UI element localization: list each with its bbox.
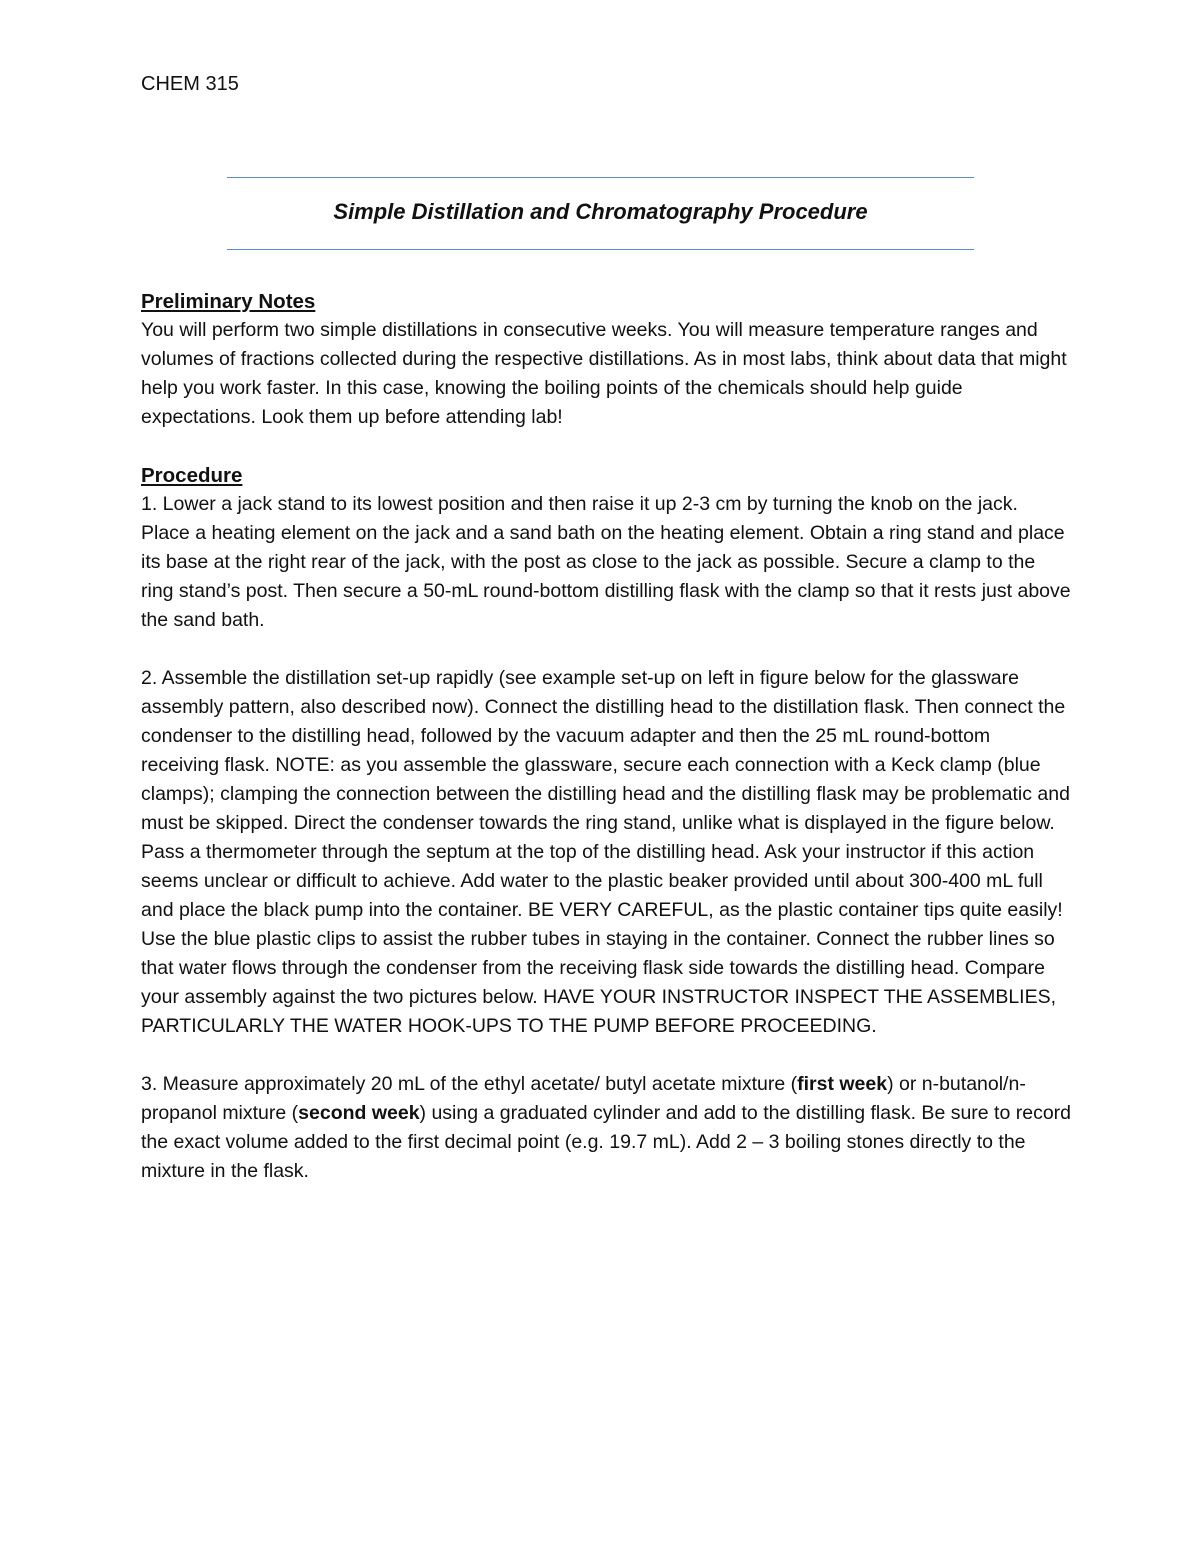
- second-week-emphasis: second week: [298, 1102, 420, 1124]
- document-title: Simple Distillation and Chromatography Procedure: [333, 199, 868, 224]
- procedure-step-1: 1. Lower a jack stand to its lowest position and then raise it up 2-3 cm by turning the knob on the jack. Place a heating element on the jack and a sand bath on the heating element. Obtain a ring stand and place its base at the right rear of the jack, with the post as close to the jack as possible. Secure a clamp to the ring stand’s post. Then secure a 50-mL round-bottom distilling flask with the clamp so that it rests just above the sand bath.: [141, 493, 1071, 631]
- preliminary-notes-text: You will perform two simple distillations in consecutive weeks. You will measure temperature ranges and volumes of fractions collected during the respective distillations. As in most labs, think about data that might help you work faster. In this case, knowing the boiling points of the chemicals should help guide expectations. Look them up before attending lab!: [141, 319, 1067, 428]
- step-3-text-part: 3. Measure approximately 20 mL of the ethyl acetate/ butyl acetate mixture (: [141, 1073, 798, 1095]
- course-header: CHEM 315: [141, 73, 239, 95]
- preliminary-notes-heading: Preliminary Notes: [141, 290, 316, 313]
- procedure-heading: Procedure: [141, 464, 243, 487]
- document-body: [141, 287, 1071, 1186]
- procedure-step-2: 2. Assemble the distillation set-up rapidly (see example set-up on left in figure below for the glassware assembly pattern, also described now). Connect the distilling head to the distillation flask. Then connect the condenser to the distilling head, followed by the vacuum adapter and then the 25 mL round-bottom receiving flask. NOTE: as you assemble the glassware, secure each connection with a Keck clamp (blue clamps); clamping the connection between the distilling head and the distilling flask may be problematic and must be skipped. Direct the condenser towards the ring stand, unlike what is displayed in the figure below. Pass a thermometer through the septum at the top of the distilling head. Ask your instructor if this action seems unclear or difficult to achieve. Add water to the plastic beaker provided until about 300-400 mL full and place the black pump into the container. BE VERY CAREFUL, as the plastic container tips quite easily! Use the blue plastic clips to assist the rubber tubes in staying in the container. Connect the rubber lines so that water flows through the condenser from the receiving flask side towards the distilling head. Compare your assembly against the two pictures below. HAVE YOUR INSTRUCTOR INSPECT THE ASSEMBLIES, PARTICULARLY THE WATER HOOK-UPS TO THE PUMP BEFORE PROCEEDING.: [141, 667, 1070, 1037]
- title-top-rule: [227, 177, 974, 178]
- step-3-text-part: ) using a graduated cylinder and add to the distilling flask. Be sure to record the exact volume added to the first decimal point (e.g. 19.7 mL). Add 2 – 3 boiling stones directly to the mixture in the flask.: [141, 1102, 1072, 1182]
- title-bottom-rule: [227, 249, 974, 250]
- step-3-text-part: ) or n-butanol/n-propanol mixture (: [141, 1073, 1026, 1124]
- first-week-emphasis: first week: [797, 1073, 888, 1095]
- procedure-step-3: [141, 1070, 1071, 1186]
